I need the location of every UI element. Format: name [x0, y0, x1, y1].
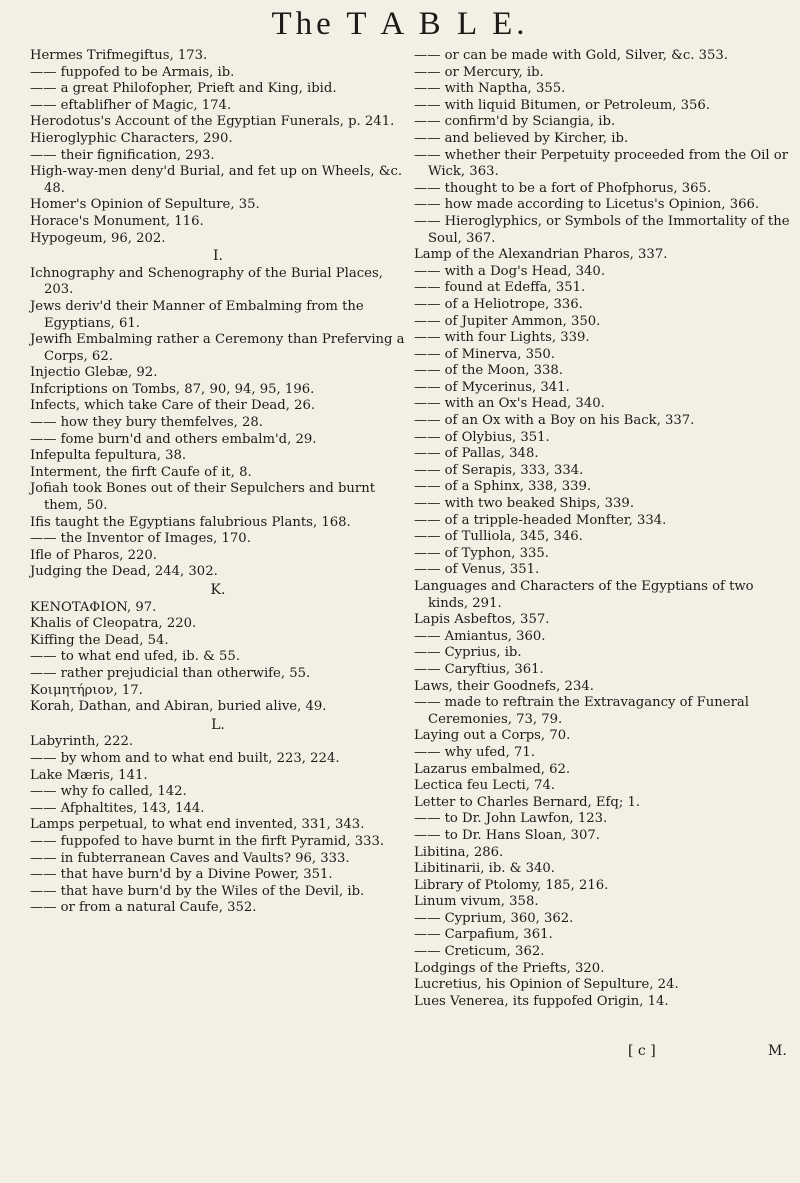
index-entry: Injectio Glebæ, 92. [30, 365, 158, 381]
index-entry: —— rather prejudicial than otherwife, 55. [30, 665, 311, 681]
index-entry: —— fuppofed to be Armais, ib. [30, 64, 235, 80]
index-entry: Jofiah took Bones out of their Sepulchers and burnt them, 50. [30, 481, 376, 514]
index-entry: Lectica feu Lecti, 74. [414, 778, 556, 794]
index-entry: —— of Typhon, 335. [414, 545, 549, 561]
index-entry: —— with liquid Bitumen, or Petroleum, 356. [414, 97, 710, 113]
index-entry: —— with four Lights, 339. [414, 330, 590, 346]
index-entry: Lues Venerea, its fuppofed Origin, 14. [414, 993, 669, 1009]
index-entry: —— of Tulliola, 345, 346. [414, 529, 583, 545]
index-entry: Letter to Charles Bernard, Efq; 1. [414, 794, 641, 810]
index-entry: —— of a Sphinx, 338, 339. [414, 479, 592, 495]
index-entry: Lake Mæris, 141. [30, 767, 148, 783]
index-entry: —— to what end ufed, ib. & 55. [30, 649, 241, 665]
index-entry: —— how made according to Licetus's Opinion, 366. [414, 197, 760, 213]
index-entry: Ifis taught the Egyptians falubrious Plants, 168. [30, 514, 351, 530]
index-entry: —— of a tripple-headed Monfter, 334. [414, 512, 667, 528]
index-entry: —— Cyprius, ib. [414, 645, 522, 661]
index-entry: Labyrinth, 222. [30, 734, 134, 750]
index-entry: —— the Inventor of Images, 170. [30, 531, 251, 547]
index-entry: —— their fignification, 293. [30, 147, 215, 163]
index-entry: —— or Mercury, ib. [414, 64, 544, 80]
index-entry: —— that have burn'd by the Wiles of the Devil, ib. [30, 883, 365, 899]
index-entry: Languages and Characters of the Egyptians of two kinds, 291. [414, 579, 754, 611]
index-entry: —— Cyprium, 360, 362. [414, 910, 574, 926]
index-entry: Lapis Asbeftos, 357. [414, 612, 550, 628]
index-entry: Hermes Trifmegiftus, 173. [30, 48, 208, 63]
index-entry: —— by whom and to what end built, 223, 224. [30, 750, 340, 766]
index-entry: —— of a Heliotrope, 336. [414, 296, 583, 312]
index-entry: —— of Serapis, 333, 334. [414, 462, 584, 478]
index-entry: Lamps perpetual, to what end invented, 331, 343. [30, 817, 365, 833]
section-letter-l: L. [211, 716, 225, 733]
index-entry: —— fuppofed to have burnt in the firft Pyramid, 333. [30, 833, 385, 849]
index-entry: Hypogeum, 96, 202. [30, 230, 166, 246]
index-entry: —— a great Philofopher, Prieft and King, ibid. [30, 81, 337, 97]
index-entry: —— whether their Perpetuity proceeded from the Oil or Wick, 363. [414, 147, 788, 180]
index-entry: Jews deriv'd their Manner of Embalming from the Egyptians, 61. [30, 298, 364, 331]
index-entry: —— Creticum, 362. [414, 944, 545, 960]
section-letter-k: K. [210, 582, 226, 598]
index-entry: Hieroglyphic Characters, 290. [30, 130, 233, 146]
index-entry: —— Carpafium, 361. [414, 927, 553, 943]
index-entry: —— Hieroglyphics, or Symbols of the Immortality of the Soul, 367. [414, 213, 790, 246]
k-entries [30, 600, 406, 716]
h-entries [30, 48, 406, 247]
index-entry: Library of Ptolomy, 185, 216. [414, 877, 609, 893]
index-entry: —— found at Edeffa, 351. [414, 280, 586, 296]
i-entries [30, 266, 406, 581]
index-entry: Lucretius, his Opinion of Sepulture, 24. [414, 977, 679, 993]
index-entry: Korah, Dathan, and Abiran, buried alive, 49. [30, 699, 327, 715]
index-entry: Linum vivum, 358. [414, 894, 539, 910]
left-column [30, 48, 406, 917]
right-entries [414, 48, 790, 1010]
index-entry: —— with a Dog's Head, 340. [414, 263, 606, 279]
index-entry: —— made to reftrain the Extravagancy of Funeral Ceremonies, 73, 79. [414, 695, 749, 727]
index-entry: Ifle of Pharos, 220. [30, 547, 158, 563]
index-entry: Libitinarii, ib. & 340. [414, 861, 555, 877]
index-entry: Lamp of the Alexandrian Pharos, 337. [414, 247, 668, 263]
catchword: M. [768, 1043, 787, 1059]
index-entry: —— with two beaked Ships, 339. [414, 496, 635, 512]
index-entry: —— that have burn'd by a Divine Power, 351. [30, 867, 333, 883]
index-entry: —— Afphaltites, 143, 144. [30, 800, 205, 816]
index-entry: Judging the Dead, 244, 302. [30, 564, 218, 580]
section-letter-i: I. [213, 248, 223, 265]
index-entry: —— Amiantus, 360. [414, 628, 546, 644]
index-entry: Κοιμητήριον, 17. [30, 682, 143, 698]
index-entry: —— of Venus, 351. [414, 562, 540, 578]
index-entry: —— of an Ox with a Boy on his Back, 337. [414, 413, 695, 429]
index-entry: Horace's Monument, 116. [30, 213, 204, 229]
index-entry: Lazarus embalmed, 62. [414, 761, 571, 777]
index-entry: —— of Minerva, 350. [414, 346, 555, 362]
index-entry: —— with Naptha, 355. [414, 81, 566, 97]
index-entry: —— why ufed, 71. [414, 744, 535, 760]
index-entry: Herodotus's Account of the Egyptian Funerals, p. 241. [30, 114, 395, 130]
index-entry: —— to Dr. Hans Sloan, 307. [414, 827, 600, 843]
index-entry: —— why fo called, 142. [30, 784, 187, 800]
index-entry: KENOTAΦION, 97. [30, 599, 157, 615]
index-entry: —— or from a natural Caufe, 352. [30, 900, 257, 916]
index-entry: —— and believed by Kircher, ib. [414, 130, 629, 146]
index-entry: —— with an Ox's Head, 340. [414, 396, 605, 412]
index-entry: Lodgings of the Priefts, 320. [414, 960, 605, 976]
index-entry: —— fome burn'd and others embalm'd, 29. [30, 431, 317, 447]
index-entry: Interment, the firft Caufe of it, 8. [30, 464, 252, 480]
index-entry: —— of Pallas, 348. [414, 446, 539, 462]
index-entry: —— of Jupiter Ammon, 350. [414, 313, 601, 329]
index-entry: Libitina, 286. [414, 844, 504, 860]
index-entry: —— to Dr. John Lawfon, 123. [414, 811, 608, 827]
index-entry: —— of Olybius, 351. [414, 429, 550, 445]
index-entry: Khalis of Cleopatra, 220. [30, 616, 197, 632]
index-entry: —— how they bury themfelves, 28. [30, 415, 263, 431]
index-entry: —— of Mycerinus, 341. [414, 379, 570, 395]
index-entry: Homer's Opinion of Sepulture, 35. [30, 197, 260, 213]
index-entry: —— in fubterranean Caves and Vaults? 96, 333. [30, 850, 350, 866]
right-column [414, 48, 790, 1010]
index-entry: —— Caryftius, 361. [414, 661, 544, 677]
index-entry: Kiffing the Dead, 54. [30, 632, 169, 648]
l-entries [30, 734, 406, 917]
index-entry: Infcriptions on Tombs, 87, 90, 94, 95, 196. [30, 381, 315, 397]
index-entry: —— confirm'd by Sciangia, ib. [414, 114, 616, 130]
index-entry: Jewifh Embalming rather a Ceremony than Preferving a Corps, 62. [30, 332, 405, 364]
index-entry: —— thought to be a fort of Phofphorus, 365. [414, 180, 712, 196]
index-entry: Laying out a Corps, 70. [414, 728, 571, 744]
page-title: The T A B L E. [271, 6, 529, 42]
index-entry: Laws, their Goodnefs, 234. [414, 678, 594, 694]
signature-mark: [ c ] [628, 1043, 656, 1059]
index-entry: High-way-men deny'd Burial, and fet up on Wheels, &c. 48. [30, 164, 403, 196]
index-entry: —— or can be made with Gold, Silver, &c. 353. [414, 48, 729, 63]
index-entry: —— of the Moon, 338. [414, 363, 563, 379]
index-entry: —— eftablifher of Magic, 174. [30, 97, 232, 113]
index-entry: Infects, which take Care of their Dead, 26. [30, 398, 316, 414]
index-entry: Ichnography and Schenography of the Burial Places, 203. [30, 265, 383, 298]
index-entry: Infepulta fepultura, 38. [30, 448, 187, 464]
